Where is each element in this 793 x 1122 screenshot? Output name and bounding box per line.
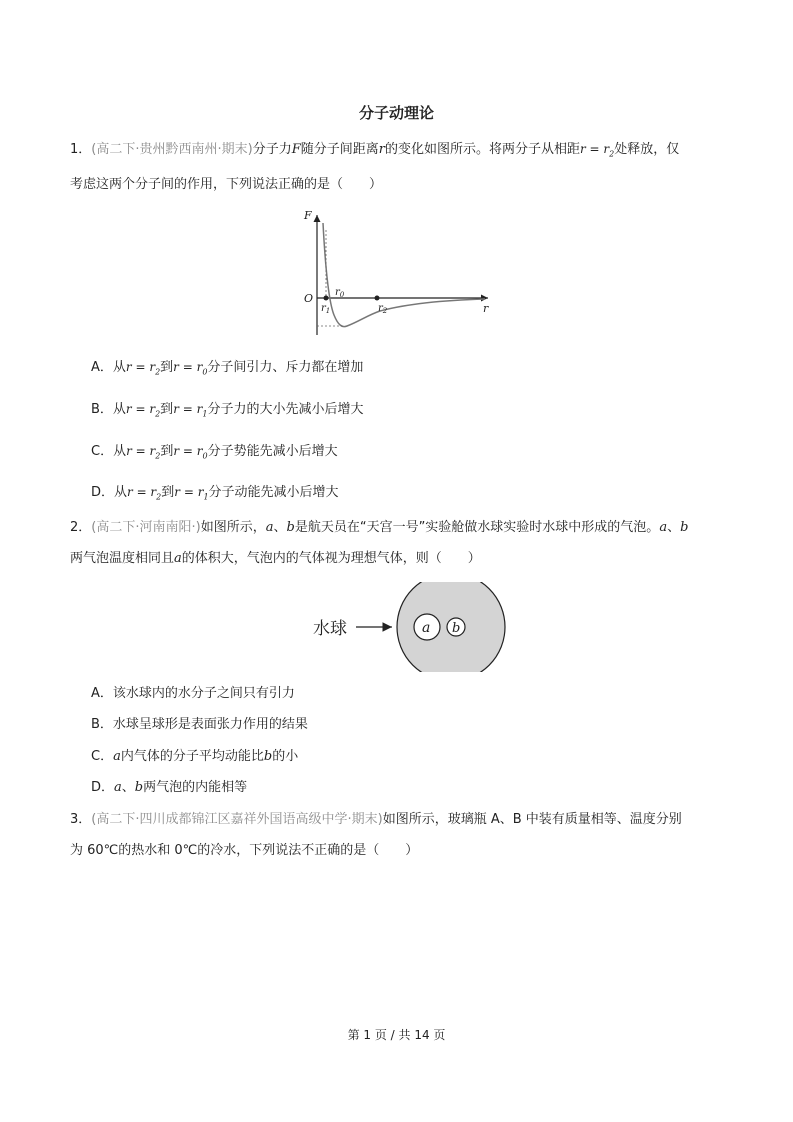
option-2B: B．水球呈球形是表面张力作用的结果 xyxy=(91,717,308,732)
question-2-line-2: 两气泡温度相同且a的体积大，气泡内的气体视为理想气体，则（ ） xyxy=(70,551,481,566)
origin-label: O xyxy=(304,292,314,305)
r0-label: $r_0$ xyxy=(335,287,345,299)
question-source: (高二下·河南南阳·) xyxy=(91,520,201,535)
r1-label: $r_1$ xyxy=(321,303,331,315)
option-2D: D．a、b两气泡的内能相等 xyxy=(91,780,248,795)
r1-point xyxy=(324,296,329,301)
page-footer: 第 1 页 / 共 14 页 xyxy=(347,1028,446,1042)
question-number: 1． xyxy=(70,142,92,157)
option-1D: D．从$r = r_2$到$r = r_1$分子动能先减小后增大 xyxy=(91,485,339,502)
bubble-a-label: a xyxy=(422,620,431,636)
option-1B: B．从$r = r_2$到$r = r_1$分子力的大小先减小后增大 xyxy=(91,402,364,419)
question-source: (高二下·四川成都锦江区嘉祥外国语高级中学·期末) xyxy=(91,812,383,827)
question-1-line-2: 考虑这两个分子间的作用，下列说法正确的是（ ） xyxy=(70,177,383,192)
r2-label: $r_2$ xyxy=(378,303,388,315)
question-source: (高二下·贵州黔西南州·期末) xyxy=(91,142,253,157)
bubble-b-label: b xyxy=(452,621,461,636)
force-curve xyxy=(323,223,485,327)
question-1-line-1: 1．(高二下·贵州黔西南州·期末)分子力F随分子间距离r的变化如图所示。将两分子从相距$r = r_2$处释放，仅 xyxy=(70,142,680,159)
option-1A: A．从$r = r_2$到$r = r_0$分子间引力、斥力都在增加 xyxy=(91,360,364,377)
question-2-line-1: 2．(高二下·河南南阳·)如图所示，a、b是航天员在“天宫一号”实验舱做水球实验时水球中形成的气泡。a、b xyxy=(70,520,689,535)
x-axis-label: r xyxy=(483,302,489,315)
question-3-line-1: 3．(高二下·四川成都锦江区嘉祥外国语高级中学·期末)如图所示，玻璃瓶 A、B 中装有质量相等、温度分别 xyxy=(70,812,682,827)
option-1C: C．从$r = r_2$到$r = r_0$分子势能先减小后增大 xyxy=(91,444,338,461)
question-3-line-2: 为 60℃的热水和 0℃的冷水，下列说法不正确的是（ ） xyxy=(70,843,419,858)
r2-point xyxy=(375,296,380,301)
force-distance-graph xyxy=(300,205,500,340)
page-title: 分子动理论 xyxy=(358,104,434,122)
option-2C: C．a内气体的分子平均动能比b的小 xyxy=(91,749,299,764)
y-axis-label: F xyxy=(304,209,312,222)
water-ball-label: 水球 xyxy=(313,619,347,639)
option-2A: A．该水球内的水分子之间只有引力 xyxy=(91,686,295,701)
water-ball-diagram xyxy=(305,582,515,672)
